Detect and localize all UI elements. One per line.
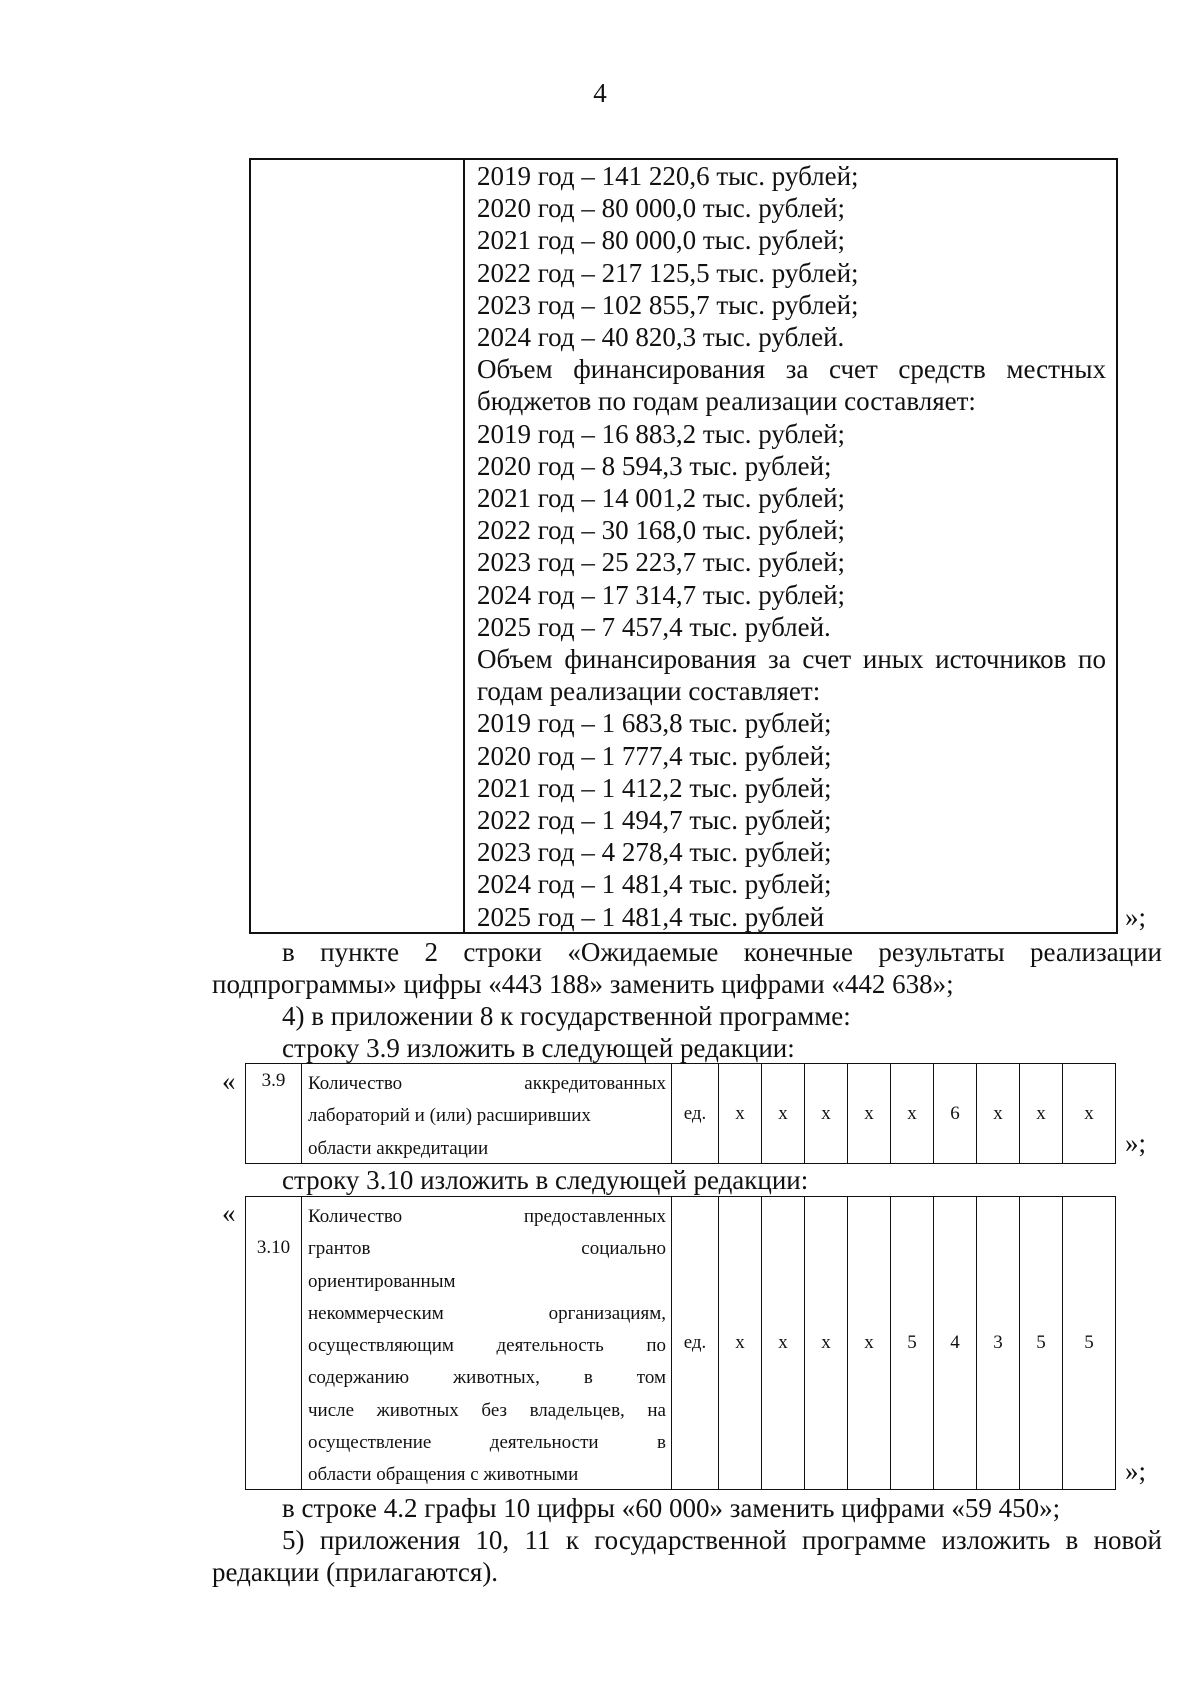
financing-closing-quote: »;	[1125, 902, 1147, 932]
financing-line: 2019 год – 16 883,2 тыс. рублей;	[477, 418, 846, 449]
row-3-10-value: 5	[1084, 1332, 1094, 1353]
row-3-9-value: х	[805, 1064, 848, 1163]
row-3-9-name-line: лабораторий и (или) расширивших	[308, 1105, 591, 1127]
row-3-10-name	[302, 1197, 672, 1489]
row-3-10-value: х	[805, 1197, 848, 1489]
financing-line: 2023 год – 102 855,7 тыс. рублей;	[477, 289, 859, 320]
row-3-9-close-quote: »;	[1125, 1128, 1147, 1158]
row-3-9-number: 3.9	[246, 1064, 302, 1163]
row-3-10-value: х	[848, 1197, 891, 1489]
financing-line: 2021 год – 14 001,2 тыс. рублей;	[477, 483, 846, 514]
paragraph-row-3-10-intro: строку 3.10 изложить в следующей редакции:	[282, 1165, 809, 1195]
financing-line: 2022 год – 217 125,5 тыс. рублей;	[477, 257, 859, 288]
row-3-9-name	[302, 1064, 672, 1163]
row-3-9-table	[245, 1063, 1116, 1164]
financing-line: 2020 год – 8 594,3 тыс. рублей;	[477, 450, 832, 481]
row-3-10-table	[245, 1196, 1116, 1490]
row-3-10-value: х	[719, 1197, 762, 1489]
financing-line: 2022 год – 1 494,7 тыс. рублей;	[477, 805, 832, 836]
row-3-10-name-line: ориентированным	[308, 1270, 456, 1292]
financing-line: 2019 год – 1 683,8 тыс. рублей;	[477, 708, 832, 739]
financing-line: 2025 год – 1 481,4 тыс. рублей	[477, 901, 825, 932]
row-3-10-value: 5	[1020, 1197, 1063, 1489]
local-budgets-intro-cont: бюджетов по годам реализации составляет:	[477, 386, 976, 417]
financing-line: 2025 год – 7 457,4 тыс. рублей.	[477, 611, 831, 642]
paragraph-appendix-8: 4) в приложении 8 к государственной программе:	[282, 1001, 851, 1031]
row-3-10-name-line: осуществление деятельности в	[308, 1432, 666, 1454]
financing-line: 2023 год – 25 223,7 тыс. рублей;	[477, 547, 846, 578]
local-budgets-intro: Объем финансирования за счет средств местных	[477, 354, 1106, 385]
row-3-10-number: 3.10	[246, 1197, 302, 1489]
row-3-9-value: х	[1084, 1102, 1094, 1124]
row-3-9-value: х	[719, 1064, 762, 1163]
paragraph-appendices-10-11-line1: 5) приложения 10, 11 к государственной программе изложить в новой	[282, 1525, 1162, 1555]
paragraph-item-2-line2: подпрограммы» цифры «443 188» заменить цифрами «442 638»;	[212, 969, 954, 999]
financing-table	[249, 158, 1118, 934]
row-3-9-name-line: Количество аккредитованных	[308, 1073, 666, 1094]
row-3-10-value: х	[762, 1197, 805, 1489]
row-3-10-close-quote: »;	[1125, 1456, 1147, 1486]
row-3-10-name-line: грантов социально	[308, 1238, 666, 1260]
paragraph-item-2-line1: в пункте 2 строки «Ожидаемые конечные результаты реализации	[282, 937, 1162, 967]
row-3-9-unit: ед.	[672, 1064, 719, 1163]
row-3-9-open-quote: «	[222, 1066, 236, 1096]
row-3-10-value: 4	[934, 1197, 977, 1489]
row-3-9-value: х	[848, 1064, 891, 1163]
row-3-10-name-line: Количество предоставленных	[308, 1206, 666, 1227]
row-3-10-name-line: некоммерческим организациям,	[308, 1302, 666, 1324]
financing-line: 2021 год – 80 000,0 тыс. рублей;	[477, 225, 846, 256]
paragraph-appendices-10-11-line2: редакции (прилагаются).	[212, 1557, 499, 1587]
row-3-10-open-quote: «	[222, 1198, 236, 1228]
other-sources-intro-cont: годам реализации составляет:	[477, 676, 821, 707]
financing-line: 2019 год – 141 220,6 тыс. рублей;	[477, 161, 859, 191]
financing-line: 2022 год – 30 168,0 тыс. рублей;	[477, 515, 846, 546]
row-3-9-name-line: области аккредитации	[308, 1137, 489, 1159]
row-3-9-value: 6	[934, 1064, 977, 1163]
row-3-9-value: х	[977, 1064, 1020, 1163]
row-3-10-value: 3	[977, 1197, 1020, 1489]
row-3-10-unit: ед.	[672, 1197, 719, 1489]
row-3-10-name-line: области обращения с животными	[308, 1464, 579, 1486]
paragraph-row-4-2: в строке 4.2 графы 10 цифры «60 000» заменить цифрами «59 450»;	[282, 1493, 1061, 1523]
financing-table-text-cell	[465, 160, 1116, 932]
row-3-10-value: 5	[891, 1197, 934, 1489]
financing-line: 2021 год – 1 412,2 тыс. рублей;	[477, 772, 832, 803]
financing-line: 2020 год – 1 777,4 тыс. рублей;	[477, 740, 832, 771]
row-3-9-value: х	[891, 1064, 934, 1163]
row-3-9-value: х	[762, 1064, 805, 1163]
other-sources-intro: Объем финансирования за счет иных источников по	[477, 644, 1106, 675]
financing-table-empty-cell	[251, 160, 465, 932]
financing-line: 2023 год – 4 278,4 тыс. рублей;	[477, 837, 832, 868]
financing-line: 2020 год – 80 000,0 тыс. рублей;	[477, 193, 846, 224]
financing-line: 2024 год – 40 820,3 тыс. рублей.	[477, 322, 845, 353]
row-3-10-name-line: числе животных без владельцев, на	[308, 1399, 666, 1421]
row-3-10-name-line: осуществляющим деятельность по	[308, 1335, 666, 1357]
financing-line: 2024 год – 1 481,4 тыс. рублей;	[477, 869, 832, 900]
page-number: 4	[593, 78, 607, 108]
financing-line: 2024 год – 17 314,7 тыс. рублей;	[477, 579, 846, 610]
paragraph-row-3-9-intro: строку 3.9 изложить в следующей редакции:	[282, 1033, 795, 1063]
row-3-9-value: х	[1020, 1064, 1063, 1163]
row-3-10-name-line: содержанию животных, в том	[308, 1367, 666, 1389]
